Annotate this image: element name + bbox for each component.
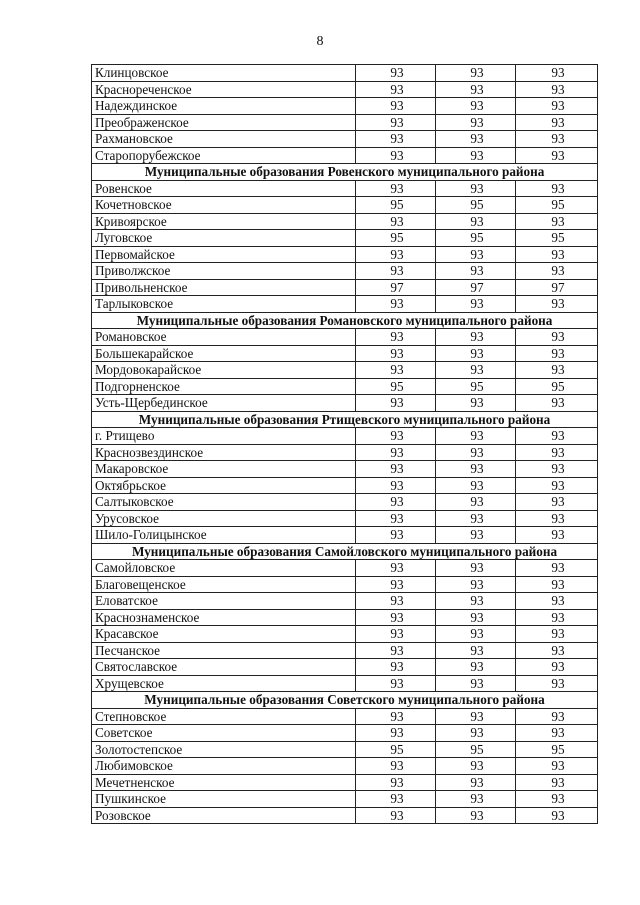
value-cell-3: 93 (516, 461, 598, 478)
municipality-name: Степновское (92, 708, 356, 725)
value-cell-2: 93 (436, 510, 516, 527)
table-body (92, 65, 598, 824)
value-cell-2: 93 (436, 527, 516, 544)
municipality-name: Хрущевское (92, 675, 356, 692)
value-cell-1: 93 (356, 791, 436, 808)
municipality-name: Любимовское (92, 758, 356, 775)
value-cell-1: 93 (356, 642, 436, 659)
value-cell-2: 93 (436, 180, 516, 197)
municipality-name: Приволжское (92, 263, 356, 280)
municipality-name: Шило-Голицынское (92, 527, 356, 544)
municipality-name: Советское (92, 725, 356, 742)
table-row (92, 510, 598, 527)
value-cell-1: 93 (356, 329, 436, 346)
table-row (92, 428, 598, 445)
value-cell-2: 93 (436, 263, 516, 280)
value-cell-2: 93 (436, 147, 516, 164)
value-cell-3: 95 (516, 197, 598, 214)
value-cell-1: 93 (356, 659, 436, 676)
value-cell-1: 93 (356, 477, 436, 494)
municipality-name: Макаровское (92, 461, 356, 478)
table-row (92, 263, 598, 280)
section-header-row (92, 543, 598, 560)
municipality-name: Краснознаменское (92, 609, 356, 626)
value-cell-2: 93 (436, 609, 516, 626)
municipality-name: Надеждинское (92, 98, 356, 115)
value-cell-1: 93 (356, 131, 436, 148)
value-cell-3: 93 (516, 477, 598, 494)
value-cell-3: 93 (516, 98, 598, 115)
value-cell-1: 93 (356, 576, 436, 593)
value-cell-3: 93 (516, 758, 598, 775)
municipality-name: Еловатское (92, 593, 356, 610)
value-cell-1: 93 (356, 147, 436, 164)
value-cell-1: 93 (356, 213, 436, 230)
table-row (92, 444, 598, 461)
section-title: Муниципальные образования Самойловского муниципального района (92, 543, 598, 560)
municipality-name: Урусовское (92, 510, 356, 527)
value-cell-1: 93 (356, 345, 436, 362)
section-header-row (92, 411, 598, 428)
value-cell-3: 93 (516, 642, 598, 659)
value-cell-2: 93 (436, 675, 516, 692)
value-cell-3: 93 (516, 246, 598, 263)
value-cell-3: 93 (516, 65, 598, 82)
municipality-name: Салтыковское (92, 494, 356, 511)
value-cell-1: 93 (356, 807, 436, 824)
value-cell-3: 93 (516, 708, 598, 725)
value-cell-2: 93 (436, 642, 516, 659)
value-cell-2: 93 (436, 626, 516, 643)
value-cell-2: 93 (436, 477, 516, 494)
municipality-name: Золотостепское (92, 741, 356, 758)
value-cell-3: 93 (516, 626, 598, 643)
municipality-name: Мечетненское (92, 774, 356, 791)
value-cell-1: 95 (356, 230, 436, 247)
value-cell-2: 93 (436, 725, 516, 742)
value-cell-2: 93 (436, 774, 516, 791)
section-title: Муниципальные образования Ровенского муниципального района (92, 164, 598, 181)
section-header-row (92, 692, 598, 709)
value-cell-2: 95 (436, 197, 516, 214)
section-title: Муниципальные образования Советского муниципального района (92, 692, 598, 709)
value-cell-2: 95 (436, 741, 516, 758)
municipality-name: Рахмановское (92, 131, 356, 148)
value-cell-3: 93 (516, 131, 598, 148)
value-cell-1: 93 (356, 609, 436, 626)
municipality-name: Святославское (92, 659, 356, 676)
table-row (92, 741, 598, 758)
page-number: 8 (316, 34, 324, 49)
value-cell-3: 93 (516, 659, 598, 676)
table-row (92, 791, 598, 808)
value-cell-3: 93 (516, 147, 598, 164)
table-row (92, 758, 598, 775)
municipality-name: Кочетновское (92, 197, 356, 214)
table-row (92, 560, 598, 577)
municipality-name: г. Ртищево (92, 428, 356, 445)
value-cell-1: 93 (356, 725, 436, 742)
table-row (92, 230, 598, 247)
value-cell-3: 93 (516, 296, 598, 313)
value-cell-1: 93 (356, 362, 436, 379)
municipality-name: Большекарайское (92, 345, 356, 362)
value-cell-1: 93 (356, 527, 436, 544)
value-cell-1: 93 (356, 510, 436, 527)
value-cell-1: 93 (356, 296, 436, 313)
value-cell-2: 93 (436, 362, 516, 379)
value-cell-2: 93 (436, 213, 516, 230)
value-cell-1: 93 (356, 461, 436, 478)
value-cell-1: 97 (356, 279, 436, 296)
value-cell-1: 93 (356, 65, 436, 82)
municipality-name: Октябрьское (92, 477, 356, 494)
table-row (92, 98, 598, 115)
section-header-row (92, 164, 598, 181)
value-cell-2: 95 (436, 230, 516, 247)
value-cell-1: 95 (356, 741, 436, 758)
value-cell-1: 95 (356, 378, 436, 395)
value-cell-1: 93 (356, 444, 436, 461)
value-cell-1: 93 (356, 180, 436, 197)
table-row (92, 395, 598, 412)
table-row (92, 659, 598, 676)
section-title: Муниципальные образования Романовского муниципального района (92, 312, 598, 329)
value-cell-3: 93 (516, 791, 598, 808)
municipality-name: Кривоярское (92, 213, 356, 230)
value-cell-2: 93 (436, 329, 516, 346)
value-cell-3: 93 (516, 444, 598, 461)
table-row (92, 362, 598, 379)
value-cell-1: 93 (356, 708, 436, 725)
table-row (92, 461, 598, 478)
table-row (92, 527, 598, 544)
value-cell-3: 93 (516, 675, 598, 692)
municipality-name: Луговское (92, 230, 356, 247)
value-cell-3: 93 (516, 527, 598, 544)
table-row (92, 807, 598, 824)
municipality-name: Красавское (92, 626, 356, 643)
value-cell-2: 95 (436, 378, 516, 395)
value-cell-2: 93 (436, 246, 516, 263)
value-cell-3: 93 (516, 560, 598, 577)
table-row (92, 213, 598, 230)
table-row (92, 494, 598, 511)
value-cell-1: 93 (356, 114, 436, 131)
value-cell-1: 93 (356, 428, 436, 445)
value-cell-2: 93 (436, 791, 516, 808)
value-cell-3: 93 (516, 510, 598, 527)
value-cell-2: 97 (436, 279, 516, 296)
value-cell-2: 93 (436, 576, 516, 593)
value-cell-3: 93 (516, 428, 598, 445)
municipality-name: Романовское (92, 329, 356, 346)
value-cell-2: 93 (436, 494, 516, 511)
municipality-name: Песчанское (92, 642, 356, 659)
table-row (92, 708, 598, 725)
value-cell-3: 95 (516, 741, 598, 758)
table-row (92, 147, 598, 164)
table-row (92, 576, 598, 593)
value-cell-3: 93 (516, 725, 598, 742)
table-row (92, 65, 598, 82)
value-cell-2: 93 (436, 807, 516, 824)
municipality-name: Пушкинское (92, 791, 356, 808)
value-cell-2: 93 (436, 444, 516, 461)
municipality-name: Краснореченское (92, 81, 356, 98)
table-row (92, 675, 598, 692)
value-cell-2: 93 (436, 461, 516, 478)
municipality-name: Тарлыковское (92, 296, 356, 313)
value-cell-2: 93 (436, 659, 516, 676)
municipality-name: Подгорненское (92, 378, 356, 395)
value-cell-1: 93 (356, 263, 436, 280)
municipality-name: Привольненское (92, 279, 356, 296)
value-cell-3: 97 (516, 279, 598, 296)
municipality-name: Клинцовское (92, 65, 356, 82)
value-cell-1: 93 (356, 593, 436, 610)
value-cell-1: 93 (356, 395, 436, 412)
value-cell-1: 95 (356, 197, 436, 214)
municipality-name: Старопорубежское (92, 147, 356, 164)
value-cell-2: 93 (436, 395, 516, 412)
value-cell-3: 93 (516, 494, 598, 511)
value-cell-3: 93 (516, 395, 598, 412)
table-row (92, 609, 598, 626)
value-cell-3: 93 (516, 807, 598, 824)
table-row (92, 345, 598, 362)
municipality-name: Краснозвездинское (92, 444, 356, 461)
value-cell-3: 93 (516, 263, 598, 280)
value-cell-1: 93 (356, 758, 436, 775)
table-row (92, 279, 598, 296)
value-cell-3: 93 (516, 213, 598, 230)
value-cell-2: 93 (436, 593, 516, 610)
table-row (92, 725, 598, 742)
table-row (92, 626, 598, 643)
value-cell-2: 93 (436, 296, 516, 313)
value-cell-3: 93 (516, 774, 598, 791)
municipality-name: Розовское (92, 807, 356, 824)
value-cell-1: 93 (356, 494, 436, 511)
value-cell-3: 93 (516, 362, 598, 379)
value-cell-1: 93 (356, 560, 436, 577)
value-cell-1: 93 (356, 246, 436, 263)
section-title: Муниципальные образования Ртищевского муниципального района (92, 411, 598, 428)
value-cell-2: 93 (436, 65, 516, 82)
value-cell-2: 93 (436, 131, 516, 148)
value-cell-2: 93 (436, 560, 516, 577)
value-cell-2: 93 (436, 345, 516, 362)
value-cell-2: 93 (436, 428, 516, 445)
table-row (92, 114, 598, 131)
table-row (92, 246, 598, 263)
value-cell-3: 93 (516, 81, 598, 98)
value-cell-1: 93 (356, 626, 436, 643)
table-row (92, 329, 598, 346)
table-row (92, 296, 598, 313)
value-cell-2: 93 (436, 81, 516, 98)
table-row (92, 774, 598, 791)
value-cell-3: 93 (516, 593, 598, 610)
table-row (92, 180, 598, 197)
municipality-name: Ровенское (92, 180, 356, 197)
value-cell-3: 93 (516, 576, 598, 593)
table-row (92, 81, 598, 98)
value-cell-3: 95 (516, 378, 598, 395)
value-cell-1: 93 (356, 774, 436, 791)
value-cell-3: 93 (516, 345, 598, 362)
value-cell-2: 93 (436, 98, 516, 115)
table-row (92, 593, 598, 610)
municipality-name: Мордовокарайское (92, 362, 356, 379)
value-cell-2: 93 (436, 708, 516, 725)
table-row (92, 477, 598, 494)
value-cell-2: 93 (436, 758, 516, 775)
value-cell-1: 93 (356, 81, 436, 98)
municipality-name: Благовещенское (92, 576, 356, 593)
value-cell-3: 93 (516, 180, 598, 197)
section-header-row (92, 312, 598, 329)
municipality-name: Самойловское (92, 560, 356, 577)
value-cell-1: 93 (356, 675, 436, 692)
municipality-name: Преображенское (92, 114, 356, 131)
value-cell-1: 93 (356, 98, 436, 115)
table-row (92, 197, 598, 214)
value-cell-3: 93 (516, 329, 598, 346)
municipal-table (91, 64, 598, 824)
value-cell-3: 93 (516, 609, 598, 626)
value-cell-3: 95 (516, 230, 598, 247)
municipality-name: Первомайское (92, 246, 356, 263)
table-row (92, 378, 598, 395)
table-row (92, 131, 598, 148)
value-cell-2: 93 (436, 114, 516, 131)
municipality-name: Усть-Щербединское (92, 395, 356, 412)
value-cell-3: 93 (516, 114, 598, 131)
table-row (92, 642, 598, 659)
